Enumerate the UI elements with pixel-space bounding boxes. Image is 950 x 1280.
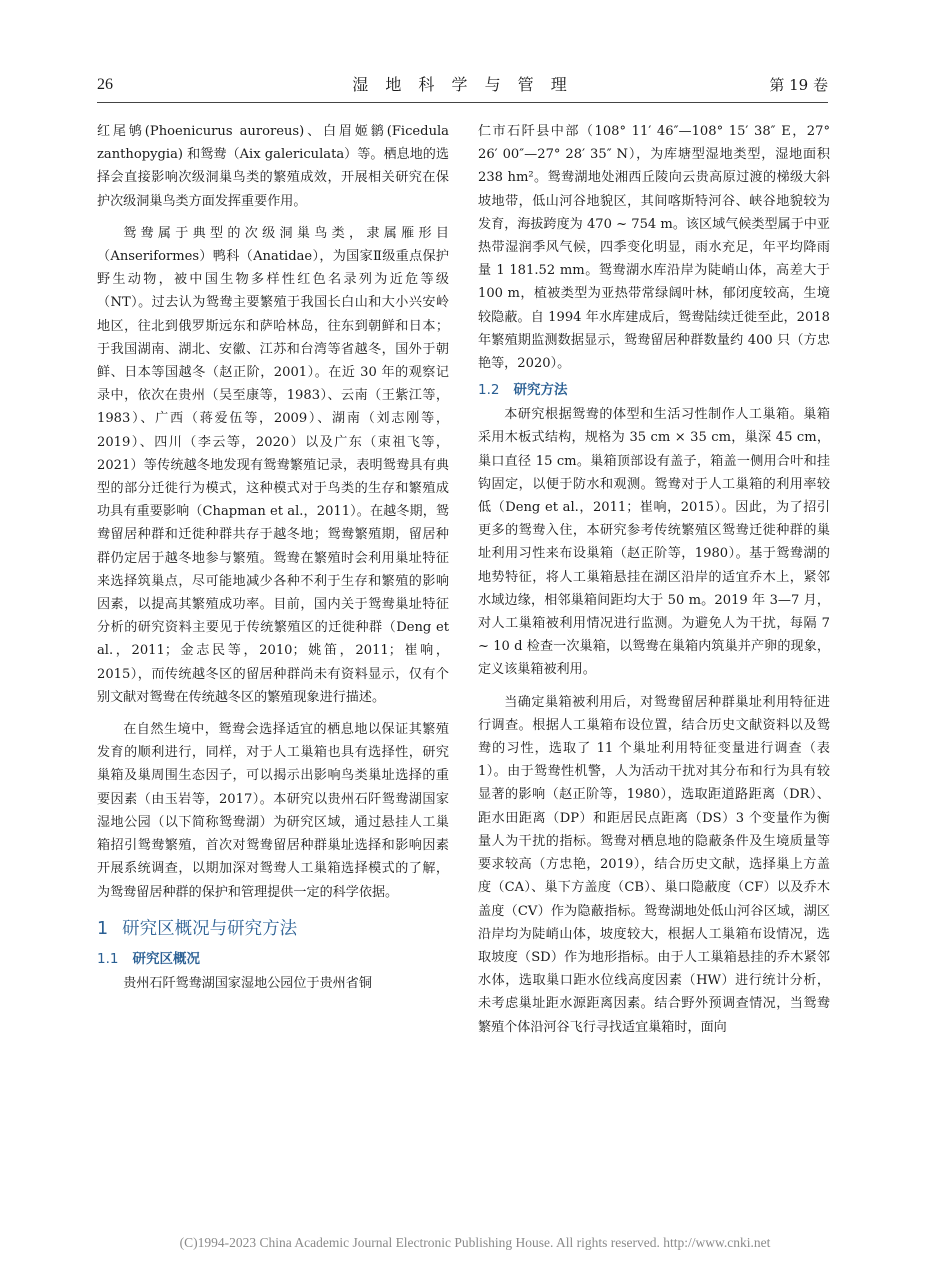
paragraph: 仁市石阡县中部（108° 11′ 46″—108° 15′ 38″ E，27° 26′ 00″—27° 28′ 35″ N），为库塘型湿地类型，湿地面积 238 hm²。鸳鸯湖地处湘西丘陵向云贵高原过渡的梯级大斜坡地带，低山河谷地貌区，其间喀斯特河谷、峡谷地貌较为发育，海拔跨度为 470 ~ 754 m。该区域气候类型属于中亚热带湿润季风气候，四季变化明显，雨水充足，年平均降雨量 1 181.52 mm。鸳鸯湖水库沿岸为陡峭山体，高差大于 100 m，植被类型为亚热带常绿阔叶林，郁闭度较高，生境较隐蔽。自 1994 年水库建成后，鸳鸯陆续迁徙至此，2018 年繁殖期监测数据显示，鸳鸯留居种群数量约 400 只（方忠艳等，2020）。 [478, 124, 830, 372]
paragraph: 当确定巢箱被利用后，对鸳鸯留居种群巢址利用特征进行调查。根据人工巢箱布设位置，结合历史文献资料以及鸳鸯的习性，选取了 11 个巢址利用特征变量进行调查（表 1）。由于鸳鸯性机警，人为活动干扰对其分布和行为具有较显著的影响（赵正阶等，1980），选取距道路距离（DR）、距水田距离（DP）和距居民点距离（DS）3 个变量作为衡量人为干扰的指标。鸳鸯对栖息地的隐蔽条件及生境质量等要求较高（方忠艳，2019），结合历史文献，选择巢上方盖度（CA）、巢下方盖度（CB）、巢口隐蔽度（CF）以及乔木盖度（CV）作为隐蔽指标。鸳鸯湖地处低山河谷区域，湖区沿岸均为陡峭山体，坡度较大，根据人工巢箱布设情况，选取坡度（SD）作为地形指标。由于人工巢箱悬挂的乔木紧邻水体，选取巢口距水位线高度因素（HW）进行统计分析，未考虑巢址距水源距离因素。结合野外预调查情况，当鸳鸯繁殖个体沿河谷飞行寻找适宜巢箱时，面向 [478, 694, 830, 1035]
paragraph: 红尾鸲(Phoenicurus auroreus)、白眉姬鹟(Ficedula zanthopygia) 和鸳鸯（Aix galericulata）等。栖息地的选择会直接影响次级洞巢鸟类的繁殖成效，开展相关研究在保护次级洞巢鸟类方面发挥重要作用。 [97, 124, 449, 209]
right-column [478, 120, 830, 1039]
paragraph: 在自然生境中，鸳鸯会选择适宜的栖息地以保证其繁殖发育的顺利进行，同样，对于人工巢箱也具有选择性，研究巢箱及巢周围生态因子，可以揭示出影响鸟类巢址选择的重要因素（由玉岩等，2017）。本研究以贵州石阡鸳鸯湖国家湿地公园（以下简称鸳鸯湖）为研究区域，通过悬挂人工巢箱招引鸳鸯繁殖，首次对鸳鸯留居种群巢址选择和影响因素开展系统调查，以期加深对鸳鸯人工巢箱选择模式的了解，为鸳鸯留居种群的保护和管理提供一定的科学依据。 [97, 722, 449, 900]
header-divider [97, 102, 828, 103]
subsection-number: 1.2 [478, 382, 500, 399]
subsection-title: 研究方法 [513, 382, 568, 399]
section-title: 研究区概况与研究方法 [122, 918, 298, 939]
page-header [97, 72, 828, 98]
subsection-title: 研究区概况 [132, 950, 200, 967]
copyright-footer: (C)1994-2023 China Academic Journal Electronic Publishing House. All rights reserved. http://www.cnki.net [179, 1235, 771, 1250]
section-heading [97, 916, 449, 942]
page-number: 26 [97, 76, 113, 93]
paragraph: 贵州石阡鸳鸯湖国家湿地公园位于贵州省铜 [123, 975, 372, 991]
section-number: 1 [97, 918, 109, 939]
subsection-heading [478, 379, 830, 401]
left-column [97, 120, 449, 995]
subsection-number: 1.1 [97, 950, 119, 967]
paragraph: 本研究根据鸳鸯的体型和生活习性制作人工巢箱。巢箱采用木板式结构，规格为 35 cm × 35 cm，巢深 45 cm，巢口直径 15 cm。巢箱顶部设有盖子，箱盖一侧用合叶和挂钩固定，以便于防水和观测。鸳鸯对于人工巢箱的利用率较低（Deng et al.，2011；崔响，2015）。因此，为了招引更多的鸳鸯入住，本研究参考传统繁殖区鸳鸯迁徙种群的巢址利用习性来布设巢箱（赵正阶等，1980）。基于鸳鸯湖的地势特征，将人工巢箱悬挂在湖区沿岸的适宜乔木上，紧邻水域边缘，相邻巢箱间距均大于 50 m。2019 年 3—7 月，对人工巢箱被利用情况进行监测。为避免人为干扰，每隔 7 ~ 10 d 检查一次巢箱，以鸳鸯在巢箱内筑巢并产卵的现象，定义该巢箱被利用。 [478, 407, 830, 678]
journal-title: 湿 地 科 学 与 管 理 [352, 75, 573, 94]
subsection-heading [97, 948, 449, 970]
paragraph: 鸳鸯属于典型的次级洞巢鸟类，隶属雁形目（Anseriformes）鸭科（Anatidae），为国家Ⅱ级重点保护野生动物，被中国生物多样性红色名录列为近危等级（NT）。过去认为鸳鸯主要繁殖于我国长白山和大小兴安岭地区，往北到俄罗斯远东和萨哈林岛，往东到朝鲜和日本；于我国湖南、湖北、安徽、江苏和台湾等省越冬，国外于朝鲜、日本等国越冬（赵正阶，2001）。在近 30 年的观察记录中，依次在贵州（吴至康等，1983）、云南（王紫江等，1983）、广西（蒋爱伍等，2009）、湖南（刘志刚等，2019）、四川（李云等，2020）以及广东（束祖飞等，2021）等传统越冬地发现有鸳鸯繁殖记录，表明鸳鸯具有典型的部分迁徙行为模式，这种模式对于鸟类的生存和繁殖成功具有重要影响（Chapman et al.，2011）。在越冬期，鸳鸯留居种群和迁徙种群共存于越冬地；鸳鸯繁殖期，留居种群仍定居于越冬地参与繁殖。鸳鸯在繁殖时会利用巢址特征来选择筑巢点，尽可能地减少各种不利于生存和繁殖的影响因素，以提高其繁殖成功率。目前，国内关于鸳鸯巢址特征分析的研究资料主要见于传统繁殖区的迁徙种群（Deng et al.，2011；金志民等，2010；姚笛，2011；崔响，2015），而传统越冬区的留居种群尚未有资料显示，仅有个别文献对鸳鸯在传统越冬区的繁殖现象进行描述。 [97, 225, 449, 705]
volume-label: 第 19 卷 [769, 76, 828, 94]
